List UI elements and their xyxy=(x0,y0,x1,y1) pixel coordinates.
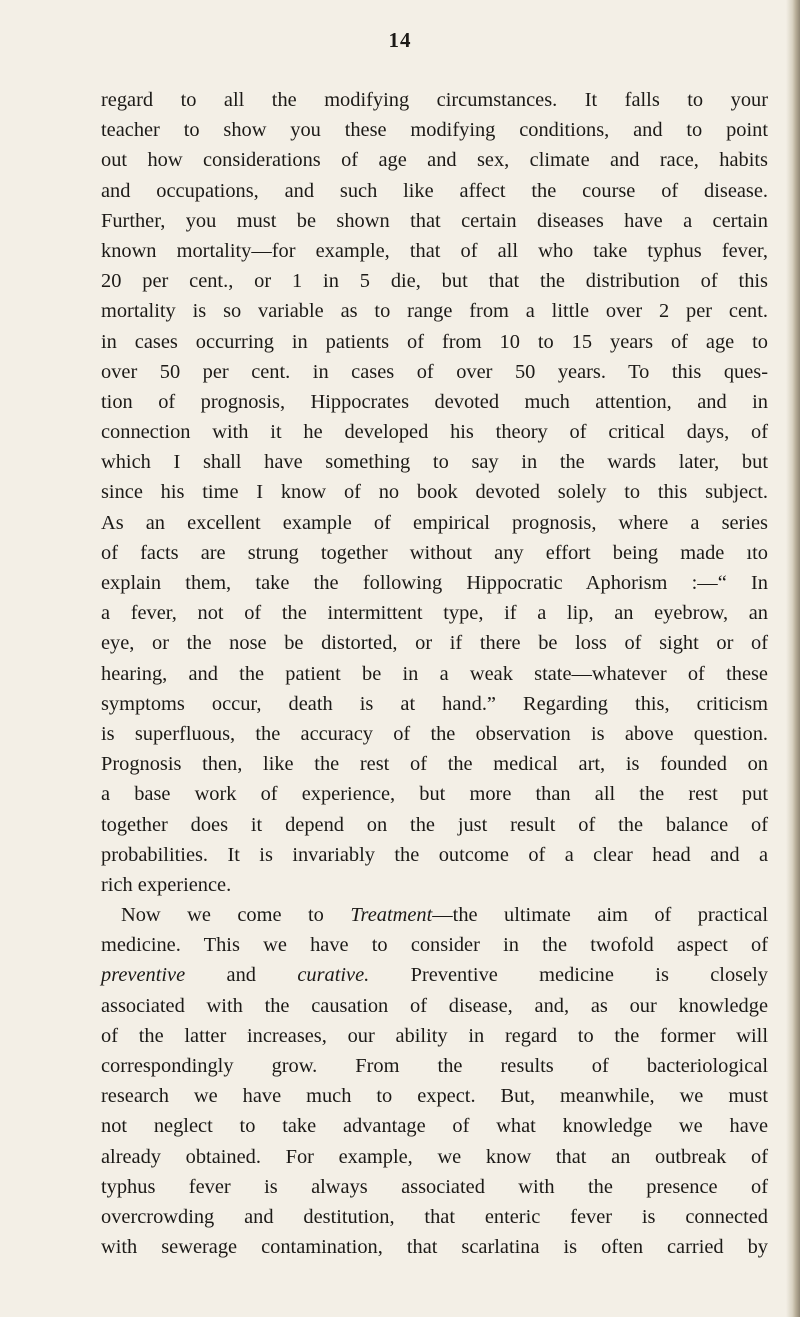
text-line: symptoms occur, death is at hand.” Regarding this, criticism xyxy=(101,692,768,715)
text-line: medicine. This we have to consider in the twofold aspect of xyxy=(101,934,768,957)
text-line: a fever, not of the intermittent type, if a lip, an eyebrow, an xyxy=(101,602,768,625)
text-line: mortality is so variable as to range from a little over 2 per cent. xyxy=(101,300,768,323)
text-line: over 50 per cent. in cases of over 50 years. To this ques- xyxy=(101,360,768,383)
text-line xyxy=(101,960,768,990)
text-line: As an excellent example of empirical prognosis, where a series xyxy=(101,511,768,534)
text-line: teacher to show you these modifying conditions, and to point xyxy=(101,119,768,142)
text-line: out how considerations of age and sex, climate and race, habits xyxy=(101,149,768,172)
text-line: connection with it he developed his theory of critical days, of xyxy=(101,421,768,444)
text-line: of the latter increases, our ability in regard to the former will xyxy=(101,1024,768,1047)
text-line: research we have much to expect. But, meanwhile, we must xyxy=(101,1085,768,1108)
text-line: of facts are strung together without any effort being made ıto xyxy=(101,541,768,564)
text-line: together does it depend on the just result of the balance of xyxy=(101,813,768,836)
page-edge-shadow xyxy=(786,0,800,1317)
text-line: explain them, take the following Hippocratic Aphorism :—“ In xyxy=(101,572,768,594)
page-number: 14 xyxy=(388,28,412,52)
text-line: which I shall have something to say in the wards later, but xyxy=(101,451,768,474)
text-segment: Preventive medicine is closely xyxy=(369,964,769,987)
text-line: associated with the causation of disease, and, as our knowledge xyxy=(101,994,768,1017)
text-line: with sewerage contamination, that scarlatina is often carried by xyxy=(101,1236,768,1259)
text-segment: and xyxy=(185,964,298,987)
italic-term-preventive: preventive xyxy=(101,964,186,987)
text-line-paragraph-start xyxy=(101,900,768,930)
text-line: correspondingly grow. From the results of bacteriological xyxy=(101,1055,768,1077)
text-line: a base work of experience, but more than all the rest put xyxy=(101,783,768,806)
italic-term-curative: curative. xyxy=(297,964,370,987)
text-segment: Now we come to xyxy=(121,904,351,927)
text-line: known mortality—for example, that of all who take typhus fever, xyxy=(101,239,768,262)
text-line: Prognosis then, like the rest of the medical art, is founded on xyxy=(101,753,768,776)
text-segment: —the ultimate aim of practical xyxy=(432,904,768,927)
italic-term-treatment: Treatment xyxy=(350,904,433,927)
text-line: not neglect to take advantage of what knowledge we have xyxy=(101,1115,768,1138)
text-line: already obtained. For example, we know that an outbreak of xyxy=(101,1145,768,1168)
body-text xyxy=(101,85,768,1262)
text-line-paragraph-end: rich experience. xyxy=(101,873,232,896)
text-line: regard to all the modifying circumstances. It falls to your xyxy=(101,89,768,111)
text-line: since his time I know of no book devoted solely to this subject. xyxy=(101,481,768,504)
text-line: probabilities. It is invariably the outcome of a clear head and a xyxy=(101,843,768,866)
text-line: typhus fever is always associated with the presence of xyxy=(101,1175,768,1198)
text-line: in cases occurring in patients of from 10 to 15 years of age to xyxy=(101,330,768,353)
text-line: is superfluous, the accuracy of the observation is above question. xyxy=(101,722,768,745)
text-line: 20 per cent., or 1 in 5 die, but that the distribution of this xyxy=(101,270,768,293)
text-line: tion of prognosis, Hippocrates devoted much attention, and in xyxy=(101,390,768,413)
text-line: overcrowding and destitution, that enteric fever is connected xyxy=(101,1205,768,1228)
text-line: hearing, and the patient be in a weak state—whatever of these xyxy=(101,662,768,685)
text-line: Further, you must be shown that certain diseases have a certain xyxy=(101,209,768,232)
text-line: eye, or the nose be distorted, or if there be loss of sight or of xyxy=(101,632,768,655)
text-line: and occupations, and such like affect the course of disease. xyxy=(101,179,768,202)
